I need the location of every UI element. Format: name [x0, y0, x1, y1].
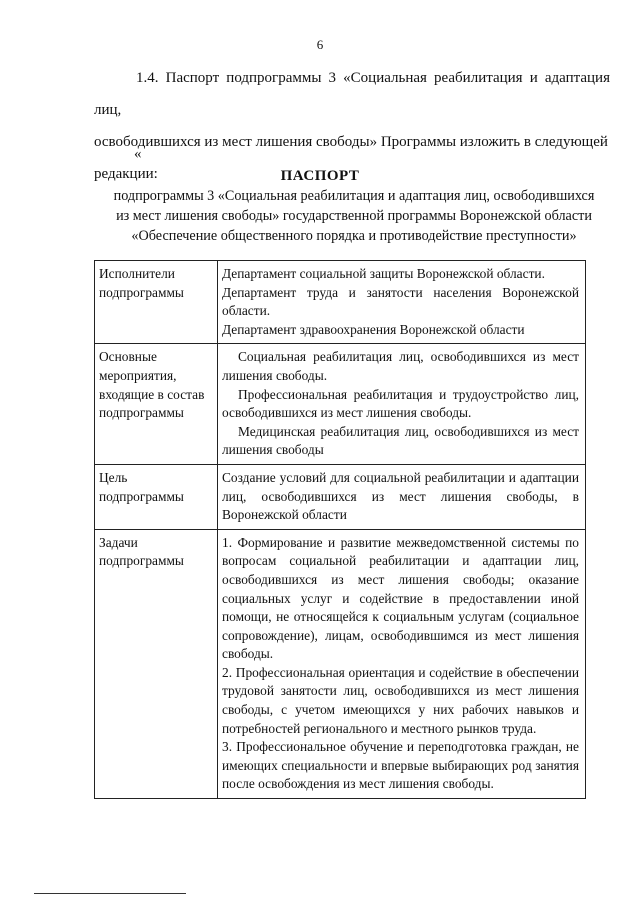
- footnote-separator: [34, 893, 186, 894]
- subtitle-line-1: подпрограммы 3 «Социальная реабилитация и адаптация лиц, освободившихся: [113, 188, 595, 204]
- opening-quote: «: [134, 146, 142, 162]
- passport-table: [94, 260, 586, 799]
- intro-line-2: освободившихся из мест лишения свободы» Программы изложить в следующей: [94, 134, 608, 150]
- subtitle-line-3: «Обеспечение общественного порядка и противодействие преступности»: [131, 228, 577, 244]
- subtitle-line-2: из мест лишения свободы» государственной программы Воронежской области: [116, 208, 592, 224]
- page-number: 6: [316, 37, 324, 52]
- table-row-main-activities: [95, 344, 586, 465]
- intro-line-1: 1.4. Паспорт подпрограммы 3 «Социальная реабилитация и адаптация лиц,: [94, 70, 610, 118]
- row-label: Цель подпрограммы: [95, 464, 218, 529]
- value-paragraph: Департамент социальной защиты Воронежской области.: [222, 266, 545, 281]
- row-label: Исполнители подпрограммы: [95, 261, 218, 344]
- value-paragraph: Социальная реабилитация лиц, освободившихся из мест лишения свободы.: [222, 349, 579, 383]
- row-value: [218, 464, 586, 529]
- value-paragraph: Департамент труда и занятости населения Воронежской области.: [222, 284, 579, 319]
- passport-title: ПАСПОРТ: [280, 168, 360, 184]
- table-row-goal: [95, 464, 586, 529]
- value-paragraph: 3. Профессиональное обучение и переподготовка граждан, не имеющих специальности и впервые выбирающих род занятия после освобождения из мест лишения свободы.: [222, 739, 579, 792]
- value-paragraph: Профессиональная реабилитация и трудоустройство лиц, освободившихся из мест лишения свободы.: [222, 386, 579, 421]
- value-paragraph: Департамент здравоохранения Воронежской области: [222, 321, 525, 337]
- value-paragraph: Создание условий для социальной реабилитации и адаптации лиц, освободившихся из мест лишения свободы, в Воронежской области: [222, 469, 579, 523]
- intro-line-3: редакции:: [94, 166, 158, 182]
- passport-subtitle: [94, 186, 614, 246]
- row-value: [218, 529, 586, 798]
- value-paragraph: 2. Профессиональная ориентация и содействие в обеспечении трудовой занятости лиц, освободившихся из мест лишения свободы, с учетом имеющихся у них рабочих навыков и потребностей регионального и местного рынков труда.: [222, 664, 579, 736]
- table-row-executors: [95, 261, 586, 344]
- table-row-tasks: [95, 529, 586, 798]
- value-paragraph: Медицинская реабилитация лиц, освободившихся из мест лишения свободы: [222, 423, 579, 458]
- row-label: Задачи подпрограммы: [95, 529, 218, 798]
- row-label: Основные мероприятия, входящие в состав подпрограммы: [95, 344, 218, 465]
- value-paragraph: 1. Формирование и развитие межведомственной системы по вопросам социальной реабилитации и адаптации лиц, освободившихся из мест лишения свободы; оказание социальных услуг и содействие в предоставлении иной помощи, не относящейся к социальным услугам (социальное сопровождение), лицам, освободившимся из мест лишения свободы.: [222, 534, 579, 662]
- row-value: [218, 344, 586, 465]
- row-value: [218, 261, 586, 344]
